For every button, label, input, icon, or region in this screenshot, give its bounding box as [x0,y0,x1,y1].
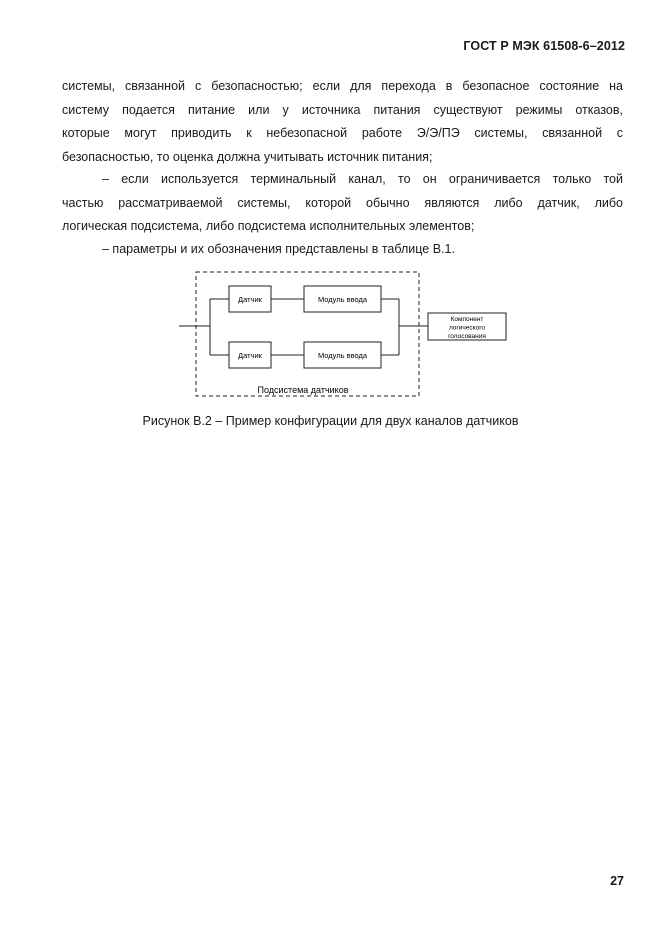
sensor-label-1: Датчик [238,295,262,304]
voting-label-line: Компонент [450,316,484,323]
text-line: безопасностью, то оценка должна учитывать источник питания; [62,149,433,164]
text-line: логическая подсистема, либо подсистема исполнительных элементов; [62,219,475,233]
sensor-label-2: Датчик [238,351,262,360]
text-line: системы, связанной с безопасностью; если для перехода в безопасное состояние на [62,79,623,93]
text-line: – параметры и их обозначения представлены в таблице В.1. [102,242,455,256]
input-module-label-2: Модуль ввода [317,351,368,360]
text-line: – если используется терминальный канал, то он ограничивается только той [102,172,623,186]
figure-caption: Рисунок В.2 – Пример конфигурации для двух каналов датчиков [142,414,519,428]
document-header: ГОСТ Р МЭК 61508-6–2012 [463,39,625,53]
input-module-label-1: Модуль ввода [317,295,368,304]
voting-label-line: логического [448,324,486,332]
page-number: 27 [610,874,624,888]
voting-label-line: голосования [448,333,486,340]
subsystem-label: Подсистема датчиков [257,385,349,395]
text-line: систему подается питание или у источника питания существуют режимы отказов, [62,102,623,117]
text-line: которые могут приводить к небезопасной работе Э/Э/ПЭ системы, связанной с [62,126,623,140]
text-line: частью рассматриваемой системы, которой обычно являются либо датчик, либо [62,195,623,210]
